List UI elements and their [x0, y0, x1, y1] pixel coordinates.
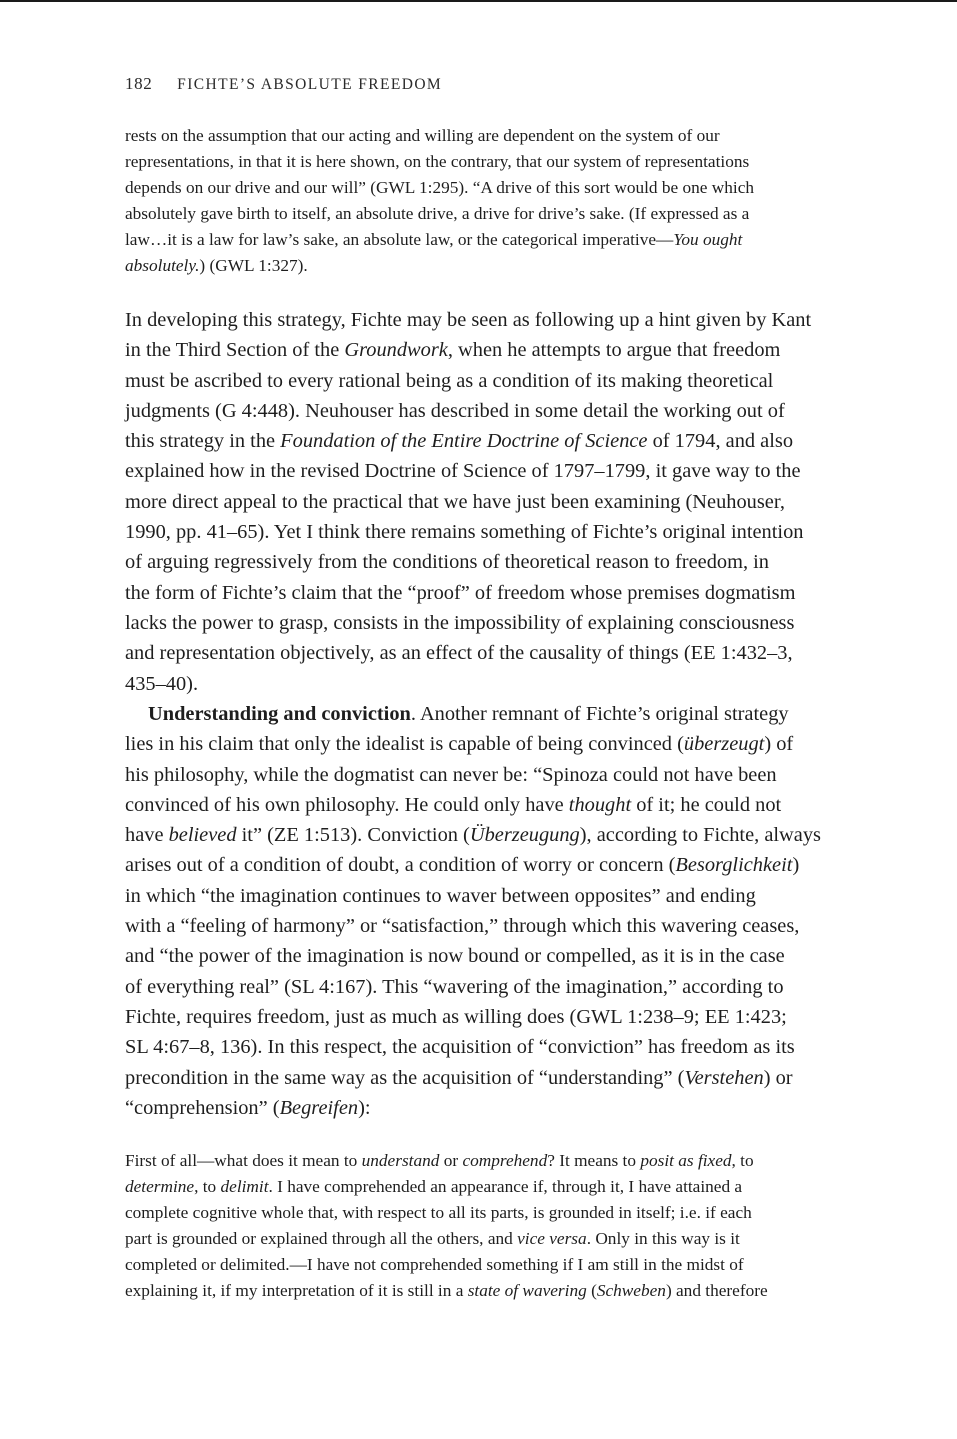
- page-number: 182: [125, 74, 153, 93]
- text-line: [125, 426, 854, 456]
- text-segment: the form of Fichte’s claim that the “proof” of freedom whose premises dogmatism: [125, 581, 796, 604]
- text-line: [125, 1278, 854, 1304]
- text-line: [125, 881, 854, 911]
- text-line: [125, 227, 854, 253]
- text-segment: “comprehension” (: [125, 1096, 280, 1119]
- text-segment: and “the power of the imagination is now bound or compelled, as it is in the case: [125, 945, 785, 968]
- text-segment: his philosophy, while the dogmatist can never be: “Spinoza could not have been: [125, 763, 777, 786]
- text-segment: SL 4:67–8, 136). In this respect, the acquisition of “conviction” has freedom as its: [125, 1036, 795, 1059]
- text-segment: lacks the power to grasp, consists in the impossibility of explaining consciousness: [125, 611, 795, 634]
- block-quote-gwl: [125, 123, 854, 279]
- italic-text: You ought: [673, 230, 743, 249]
- italic-text: Überzeugung: [469, 824, 580, 847]
- text-segment: ): [792, 854, 800, 877]
- italic-text: thought: [568, 793, 632, 816]
- text-line: [125, 366, 854, 396]
- text-line: [125, 790, 854, 820]
- text-line: [125, 760, 854, 790]
- text-segment: judgments (G 4:448). Neuhouser has described in some detail the working out of: [125, 399, 785, 422]
- text-segment: . Another remnant of Fichte’s original strategy: [410, 703, 789, 725]
- text-segment: 435–40).: [125, 672, 199, 695]
- text-line: [125, 972, 854, 1002]
- text-segment: with a “feeling of harmony” or “satisfaction,” through which this wavering ceases,: [125, 915, 800, 938]
- text-segment: absolutely gave birth to itself, an absolute drive, a drive for drive’s sake. (If expressed as a: [125, 204, 750, 223]
- text-line: [125, 547, 854, 577]
- text-line: [125, 123, 854, 149]
- text-segment: 1990, pp. 41–65). Yet I think there remains something of Fichte’s original intention: [125, 521, 804, 544]
- text-line: [125, 1002, 854, 1032]
- text-segment: arises out of a condition of doubt, a condition of worry or concern (: [125, 854, 676, 877]
- italic-text: Foundation of the Entire Doctrine of Science: [280, 430, 648, 453]
- paragraph-strategy: [125, 305, 854, 699]
- text-line: [125, 149, 854, 175]
- italic-text: posit as fixed: [640, 1151, 732, 1170]
- text-segment: ), according to Fichte, always: [579, 824, 821, 847]
- text-line: [125, 1063, 854, 1093]
- text-segment: Fichte, requires freedom, just as much as willing does (GWL 1:238–9; EE 1:423;: [125, 1005, 787, 1028]
- text-line: [125, 201, 854, 227]
- text-line: [125, 729, 854, 759]
- text-line: [125, 699, 854, 729]
- text-segment: complete cognitive whole that, with respect to all its parts, is grounded in itself; i.e. if each: [125, 1203, 752, 1222]
- text-segment: , to: [194, 1177, 221, 1196]
- text-line: [125, 941, 854, 971]
- text-line: [125, 175, 854, 201]
- italic-text: Begreifen: [279, 1096, 359, 1119]
- italic-text: state of wavering: [467, 1281, 587, 1300]
- text-segment: completed or delimited.—I have not comprehended something if I am still in the midst of: [125, 1255, 744, 1274]
- text-segment: . Only in this way is it: [586, 1229, 740, 1248]
- italic-text: absolutely.: [125, 256, 200, 275]
- run-in-heading: Understanding and conviction: [148, 703, 411, 725]
- text-segment: lies in his claim that only the idealist is capable of being convinced (: [125, 733, 684, 756]
- text-segment: , to: [731, 1151, 754, 1170]
- text-line: [125, 850, 854, 880]
- text-segment: part is grounded or explained through all the others, and: [125, 1229, 518, 1248]
- italic-text: believed: [168, 824, 237, 847]
- italic-text: Groundwork: [344, 339, 448, 362]
- text-segment: ? It means to: [547, 1151, 641, 1170]
- text-segment: ) and therefore: [665, 1281, 768, 1300]
- text-segment: of it; he could not: [631, 793, 782, 816]
- text-line: [125, 1174, 854, 1200]
- text-segment: more direct appeal to the practical that we have just been examining (Neuhouser,: [125, 490, 785, 513]
- text-line: [125, 669, 854, 699]
- text-line: [125, 1226, 854, 1252]
- text-line: [125, 335, 854, 365]
- italic-text: Verstehen: [684, 1066, 764, 1089]
- italic-text: überzeugt: [683, 733, 765, 756]
- text-segment: law…it is a law for law’s sake, an absolute law, or the categorical imperative—: [125, 230, 674, 249]
- text-line: [125, 1252, 854, 1278]
- text-line: [125, 608, 854, 638]
- text-line: [125, 1148, 854, 1174]
- text-segment: ) (GWL 1:327).: [199, 256, 308, 275]
- paragraph-understanding-and-conviction: [125, 699, 854, 1123]
- page-top-border: [0, 0, 957, 2]
- text-segment: depends on our drive and our will” (GWL 1:295). “A drive of this sort would be one which: [125, 178, 755, 197]
- text-line: [125, 911, 854, 941]
- italic-text: delimit: [220, 1177, 269, 1196]
- text-line: [125, 578, 854, 608]
- italic-text: Besorglichkeit: [675, 854, 793, 877]
- text-segment: ):: [358, 1096, 371, 1119]
- italic-text: determine: [125, 1177, 195, 1196]
- text-segment: must be ascribed to every rational being as a condition of its making theoretical: [125, 369, 774, 392]
- text-segment: , when he attempts to argue that freedom: [447, 339, 781, 362]
- italic-text: vice versa: [517, 1229, 587, 1248]
- text-line: [125, 396, 854, 426]
- text-segment: in which “the imagination continues to waver between opposites” and ending: [125, 884, 756, 907]
- text-segment: explaining it, if my interpretation of it is still in a: [125, 1281, 468, 1300]
- text-line: [125, 456, 854, 486]
- text-segment: of everything real” (SL 4:167). This “wavering of the imagination,” according to: [125, 975, 784, 998]
- text-line: [125, 1200, 854, 1226]
- text-line: [125, 253, 854, 279]
- text-segment: this strategy in the: [125, 430, 281, 453]
- block-quote-comprehension: [125, 1148, 854, 1304]
- text-segment: and representation objectively, as an effect of the causality of things (EE 1:432–3,: [125, 642, 793, 665]
- text-segment: ) of: [764, 733, 794, 756]
- text-segment: rests on the assumption that our acting and willing are dependent on the system of our: [125, 126, 720, 145]
- italic-text: Schweben: [596, 1281, 666, 1300]
- text-segment: have: [125, 824, 169, 847]
- text-line: [125, 1032, 854, 1062]
- text-line: [125, 487, 854, 517]
- text-segment: (: [586, 1281, 597, 1300]
- text-line: [125, 1093, 854, 1123]
- text-segment: convinced of his own philosophy. He could only have: [125, 793, 569, 816]
- text-segment: precondition in the same way as the acquisition of “understanding” (: [125, 1066, 685, 1089]
- italic-text: understand: [361, 1151, 440, 1170]
- text-segment: in the Third Section of the: [125, 339, 345, 362]
- text-line: [125, 305, 854, 335]
- text-segment: First of all—what does it mean to: [125, 1151, 362, 1170]
- text-segment: representations, in that it is here shown, on the contrary, that our system of representations: [125, 152, 750, 171]
- text-segment: or: [439, 1151, 463, 1170]
- text-segment: ) or: [763, 1066, 793, 1089]
- running-head-title: FICHTE’S ABSOLUTE FREEDOM: [177, 76, 443, 93]
- text-segment: it” (ZE 1:513). Conviction (: [236, 824, 470, 847]
- text-segment: of 1794, and also: [647, 430, 794, 453]
- italic-text: comprehend: [462, 1151, 548, 1170]
- text-line: [125, 638, 854, 668]
- text-segment: . I have comprehended an appearance if, through it, I have attained a: [268, 1177, 743, 1196]
- text-segment: In developing this strategy, Fichte may be seen as following up a hint given by Kant: [125, 309, 812, 331]
- text-line: [125, 820, 854, 850]
- text-line: [125, 517, 854, 547]
- text-segment: of arguing regressively from the conditions of theoretical reason to freedom, in: [125, 551, 769, 574]
- text-segment: explained how in the revised Doctrine of Science of 1797–1799, it gave way to the: [125, 460, 801, 483]
- running-head: [125, 74, 442, 94]
